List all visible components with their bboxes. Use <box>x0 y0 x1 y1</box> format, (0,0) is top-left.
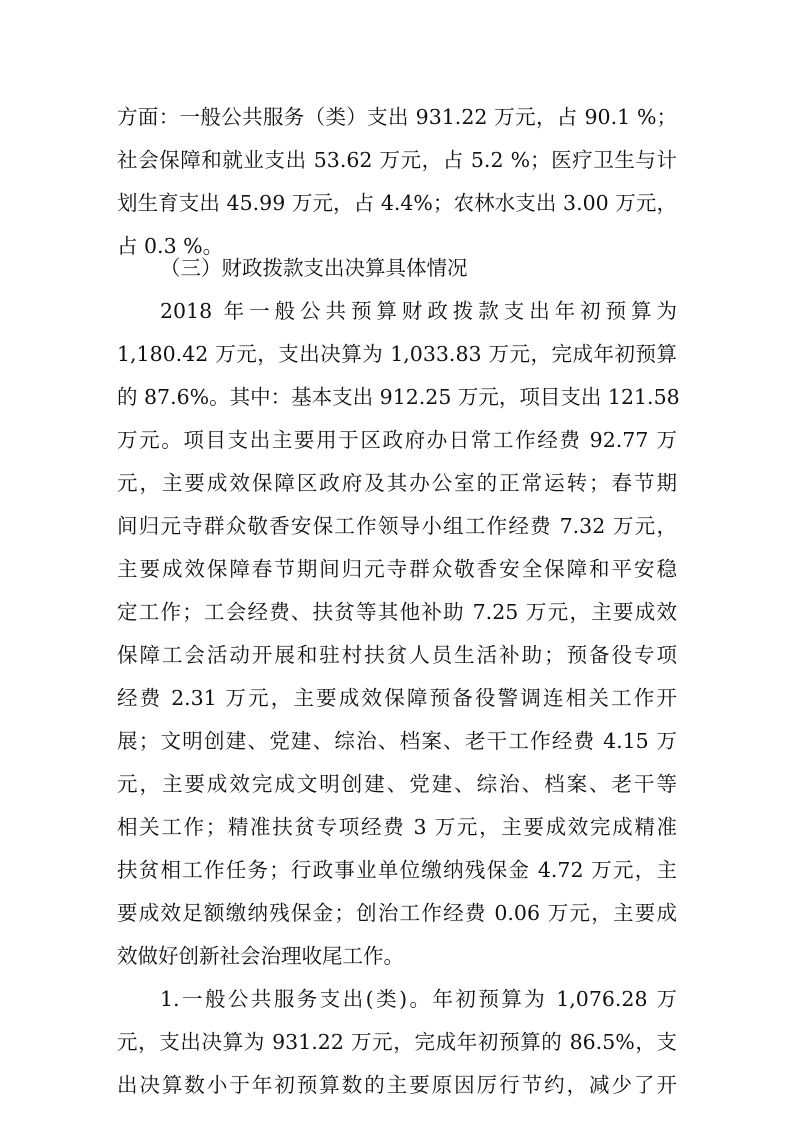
paragraph-line: 方面：一般公共服务（类）支出 931.22 万元，占 90.1 %； <box>117 105 677 129</box>
paragraph-line: 主要成效保障春节期间归元寺群众敬香安全保障和平安稳 <box>117 557 677 581</box>
paragraph-line: 1,180.42 万元，支出决算为 1,033.83 万元，完成年初预算 <box>117 342 677 366</box>
paragraph-line: 出决算数小于年初预算数的主要原因厉行节约，减少了开 <box>117 1073 677 1097</box>
paragraph-line: 2018 年一般公共预算财政拨款支出年初预算为 <box>160 299 677 323</box>
paragraph-line: 展；文明创建、党建、综治、档案、老干工作经费 4.15 万 <box>117 729 677 753</box>
paragraph-line: 元，主要成效保障区政府及其办公室的正常运转；春节期 <box>117 471 677 495</box>
paragraph-line: 定工作；工会经费、扶贫等其他补助 7.25 万元，主要成效 <box>117 600 677 624</box>
paragraph-line: 相关工作；精准扶贫专项经费 3 万元，主要成效完成精准 <box>117 815 677 839</box>
paragraph-line: 划生育支出 45.99 万元，占 4.4%；农林水支出 3.00 万元， <box>117 191 677 215</box>
paragraph-line: 占 0.3 %。 <box>117 234 224 258</box>
paragraph-line: 效做好创新社会治理收尾工作。 <box>117 944 404 968</box>
paragraph-line: 保障工会活动开展和驻村扶贫人员生活补助；预备役专项 <box>117 643 677 667</box>
paragraph-line: 社会保障和就业支出 53.62 万元，占 5.2 %；医疗卫生与计 <box>117 148 677 172</box>
section-heading: （三）财政拨款支出决算具体情况 <box>160 256 468 280</box>
paragraph-line: 扶贫相工作任务；行政事业单位缴纳残保金 4.72 万元，主 <box>117 858 677 882</box>
paragraph-line: 元，支出决算为 931.22 万元，完成年初预算的 86.5%，支 <box>117 1030 677 1054</box>
paragraph-line: 的 87.6%。其中：基本支出 912.25 万元，项目支出 121.58 <box>117 385 680 409</box>
paragraph-line: 元，主要成效完成文明创建、党建、综治、档案、老干等 <box>117 772 677 796</box>
paragraph-line: 要成效足额缴纳残保金；创治工作经费 0.06 万元，主要成 <box>117 901 677 925</box>
paragraph-line: 万元。项目支出主要用于区政府办日常工作经费 92.77 万 <box>117 428 677 452</box>
paragraph-line: 经费 2.31 万元，主要成效保障预备役警调连相关工作开 <box>117 686 677 710</box>
paragraph-line: 1.一般公共服务支出(类)。年初预算为 1,076.28 万 <box>160 987 677 1011</box>
paragraph-line: 间归元寺群众敬香安保工作领导小组工作经费 7.32 万元， <box>117 514 677 538</box>
